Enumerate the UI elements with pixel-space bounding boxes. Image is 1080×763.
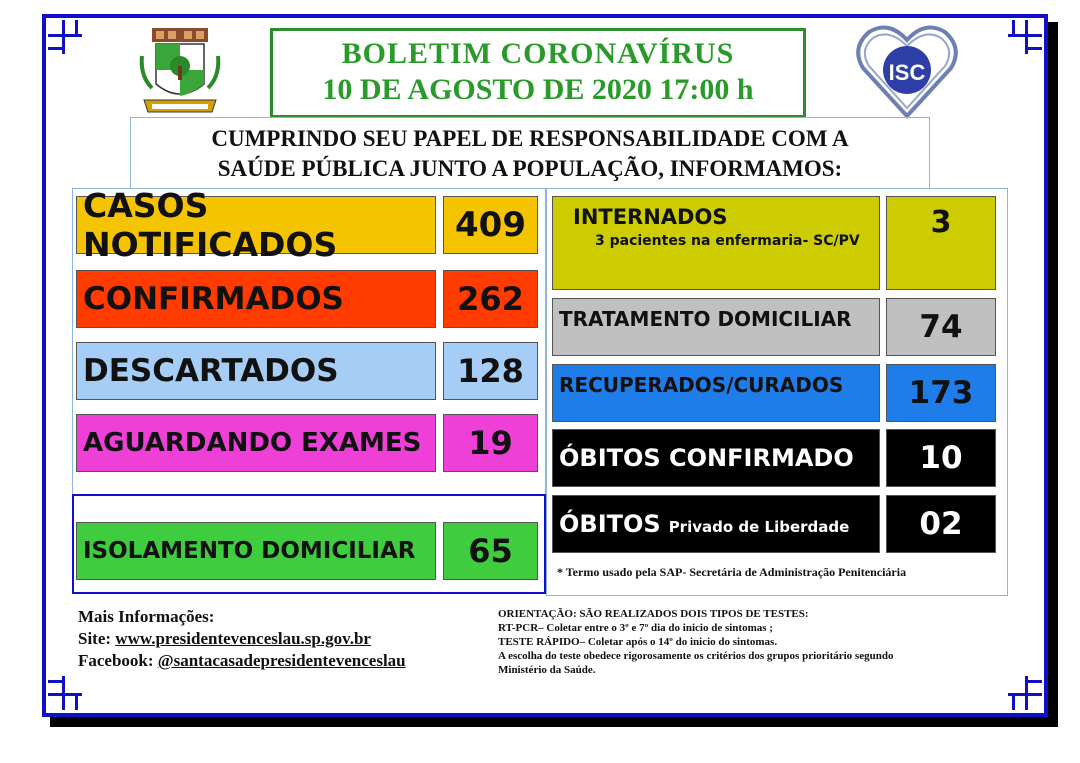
corner-ornament-bottom-right: [1008, 676, 1042, 710]
site-line: [78, 628, 406, 650]
orientation-line-1: ORIENTAÇÃO: SÃO REALIZADOS DOIS TIPOS DE TESTES:: [498, 608, 809, 620]
city-coat-of-arms-icon: [138, 26, 222, 120]
corner-ornament-top-left: [48, 20, 82, 54]
intro-line-2: SAÚDE PÚBLICA JUNTO A POPULAÇÃO, INFORMAMOS:: [217, 156, 843, 181]
site-link[interactable]: www.presidentevenceslau.sp.gov.br: [115, 629, 371, 648]
stat-value-casos-notificados: 409: [443, 196, 538, 254]
orientation-line-4: A escolha do teste obedece rigorosamente os critérios dos grupos prioritário segundo: [498, 650, 894, 662]
intro-line-1: CUMPRINDO SEU PAPEL DE RESPONSABILIDADE COM A: [211, 126, 849, 151]
stat-label-obitos-privado: ÓBITOS: [559, 510, 661, 538]
orientation-line-2: RT-PCR– Coletar entre o 3º e 7º dia do inicio de sintomas ;: [498, 622, 773, 634]
facebook-label: Facebook:: [78, 651, 154, 670]
isc-heart-logo-icon: [855, 22, 959, 120]
frame-shadow-right: [1048, 22, 1058, 727]
orientation-line-5: Ministério da Saúde.: [498, 664, 596, 676]
intro-statement: [130, 117, 930, 189]
stat-label-obitos-confirmado: ÓBITOS CONFIRMADO: [552, 429, 880, 487]
facebook-line: [78, 650, 406, 672]
stat-label-aguardando-exames: AGUARDANDO EXAMES: [76, 414, 436, 472]
stat-value-aguardando-exames: 19: [443, 414, 538, 472]
footnote-sap: * Termo usado pela SAP- Secretária de Administração Penitenciária: [557, 565, 907, 579]
stat-value-obitos-privado: 02: [886, 495, 996, 553]
stat-label-descartados: DESCARTADOS: [76, 342, 436, 400]
stat-sub-internados: 3 pacientes na enfermaria- SC/PV: [595, 233, 860, 249]
bulletin-title: BOLETIM CORONAVÍRUS: [341, 37, 735, 70]
orientation-block: [498, 607, 893, 677]
bulletin-date: 10 DE AGOSTO DE 2020 17:00 h: [322, 73, 754, 106]
more-info-block: [78, 606, 406, 672]
stat-value-obitos-confirmado: 10: [886, 429, 996, 487]
stat-label-recuperados: RECUPERADOS/CURADOS: [552, 364, 880, 422]
stat-label-internados: INTERNADOS: [573, 205, 728, 229]
orientation-line-3: TESTE RÁPIDO– Coletar após o 14º do inicio do sintomas.: [498, 636, 778, 648]
stat-value-descartados: 128: [443, 342, 538, 400]
stat-label-casos-notificados: CASOS NOTIFICADOS: [76, 196, 436, 254]
stat-value-confirmados: 262: [443, 270, 538, 328]
stat-label-tratamento-domiciliar: TRATAMENTO DOMICILIAR: [552, 298, 880, 356]
stat-obitos-privado-box: [552, 495, 880, 553]
stat-label-isolamento-domiciliar: ISOLAMENTO DOMICILIAR: [76, 522, 436, 580]
stat-label-confirmados: CONFIRMADOS: [76, 270, 436, 328]
stat-value-recuperados: 173: [886, 364, 996, 422]
stat-value-tratamento-domiciliar: 74: [886, 298, 996, 356]
site-label: Site:: [78, 629, 112, 648]
more-info-heading: Mais Informações:: [78, 607, 215, 626]
corner-ornament-bottom-left: [48, 676, 82, 710]
stat-value-isolamento-domiciliar: 65: [443, 522, 538, 580]
bulletin-title-box: [270, 28, 806, 118]
frame-shadow-bottom: [50, 717, 1058, 727]
corner-ornament-top-right: [1008, 20, 1042, 54]
facebook-link[interactable]: @santacasadepresidentevenceslau: [157, 651, 406, 670]
stat-value-internados: 3: [886, 196, 996, 290]
stat-sublabel-obitos-privado: Privado de Liberdade: [668, 518, 850, 536]
stat-internados-box: [552, 196, 880, 290]
isc-logo-text: ISC: [888, 60, 926, 85]
